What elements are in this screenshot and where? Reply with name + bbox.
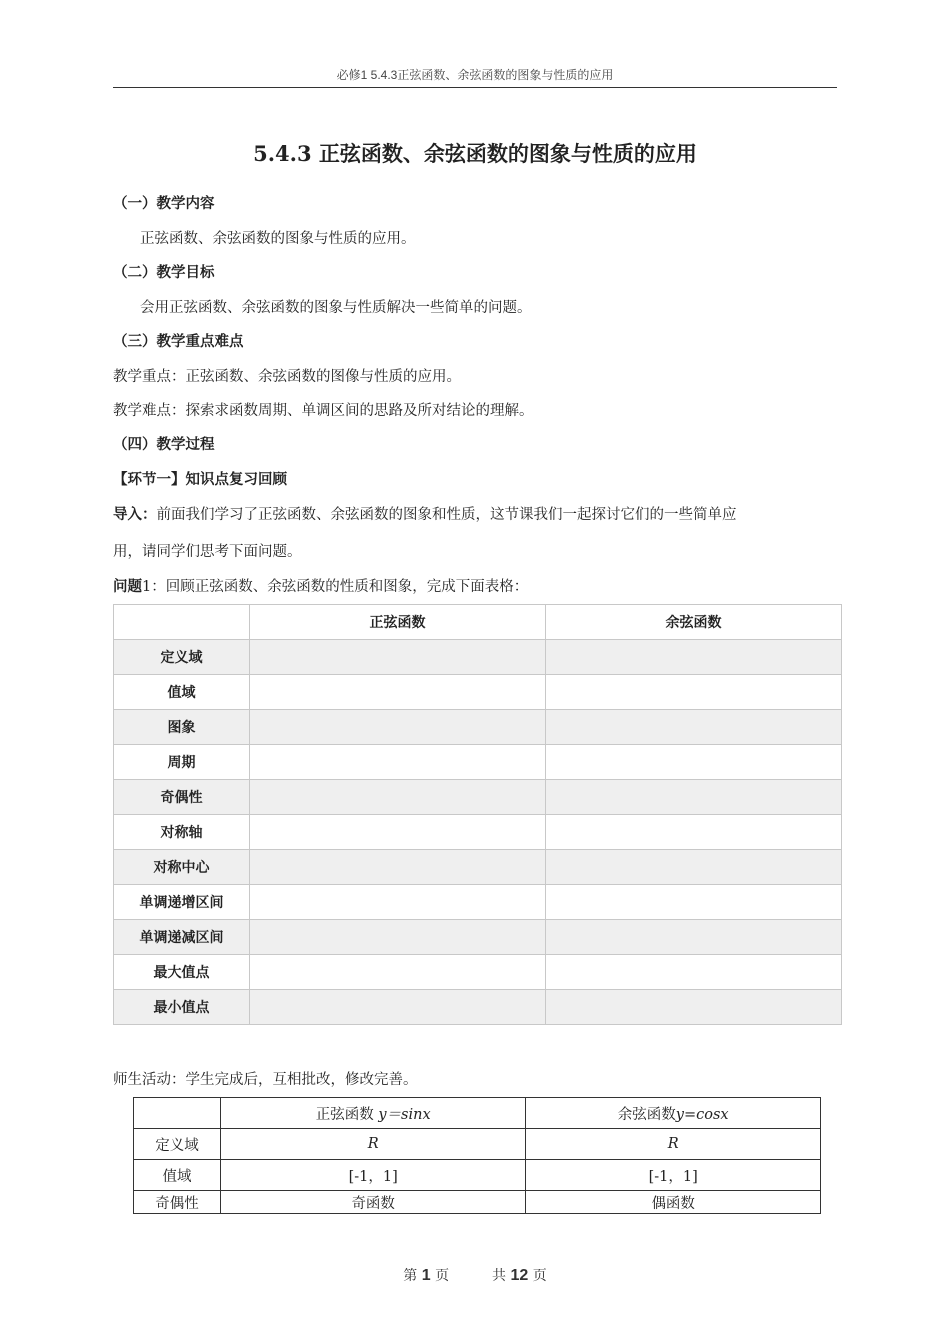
- table-row: [114, 745, 842, 780]
- row-label: 单调递减区间: [114, 920, 250, 955]
- intro-paragraph-line2: 用，请同学们思考下面问题。: [113, 544, 302, 560]
- answer-cell-sine[interactable]: [250, 675, 546, 710]
- answer-cell-cosine[interactable]: [546, 815, 842, 850]
- total-prefix: 共: [492, 1268, 506, 1284]
- answer-cell-cosine[interactable]: [546, 710, 842, 745]
- question-1: [113, 575, 528, 596]
- section-heading-key-points: （三）教学重点难点: [113, 333, 244, 350]
- row-label: 周期: [114, 745, 250, 780]
- cosine-value: 偶函数: [526, 1191, 821, 1214]
- table-row: [114, 815, 842, 850]
- answer-cell-sine[interactable]: [250, 640, 546, 675]
- answer-header-sine: [221, 1098, 526, 1129]
- answer-cell-cosine[interactable]: [546, 850, 842, 885]
- answer-cell-cosine[interactable]: [546, 640, 842, 675]
- answer-cell-sine[interactable]: [250, 745, 546, 780]
- table-row: [114, 920, 842, 955]
- key-point-text: 教学重点：正弦函数、余弦函数的图像与性质的应用。: [113, 369, 461, 385]
- intro-label: 导入：: [113, 506, 157, 523]
- sine-formula: y＝sinx: [378, 1106, 431, 1123]
- cosine-value: [-1，1]: [526, 1160, 821, 1191]
- row-label: 最小值点: [114, 990, 250, 1025]
- answer-cell-cosine[interactable]: [546, 990, 842, 1025]
- table-row: [134, 1129, 821, 1160]
- answer-cell-sine[interactable]: [250, 710, 546, 745]
- page-footer: [0, 1265, 950, 1285]
- answer-table: [133, 1097, 821, 1214]
- page-title: 5.4.3 正弦函数、余弦函数的图象与性质的应用: [253, 141, 697, 166]
- answer-cell-cosine[interactable]: [546, 885, 842, 920]
- question-number: 1: [142, 579, 152, 595]
- row-label: 奇偶性: [114, 780, 250, 815]
- sine-value: 奇函数: [221, 1191, 526, 1214]
- row-label: 单调递增区间: [114, 885, 250, 920]
- answer-cell-cosine[interactable]: [546, 745, 842, 780]
- cosine-value: R: [526, 1129, 821, 1160]
- review-table-blank: [113, 604, 842, 1025]
- row-label: 定义域: [114, 640, 250, 675]
- difficulty-text: 教学难点：探索求函数周期、单调区间的思路及所对结论的理解。: [113, 403, 534, 419]
- section-text-goals: 会用正弦函数、余弦函数的图象与性质解决一些简单的问题。: [140, 300, 532, 316]
- page-prefix: 第: [403, 1268, 418, 1284]
- table-row: [134, 1191, 821, 1214]
- answer-header-cosine: [526, 1098, 821, 1129]
- answer-cell-sine[interactable]: [250, 885, 546, 920]
- answer-cell-sine[interactable]: [250, 815, 546, 850]
- section-heading-goals: （二）教学目标: [113, 264, 215, 281]
- section-heading-process: （四）教学过程: [113, 436, 215, 453]
- table-row: [114, 710, 842, 745]
- table-row: [114, 640, 842, 675]
- question-text: ：回顾正弦函数、余弦函数的性质和图象，完成下面表格：: [151, 579, 529, 595]
- section-heading-content: （一）教学内容: [113, 195, 215, 212]
- intro-text-1: 前面我们学习了正弦函数、余弦函数的图象和性质，这节课我们一起探讨它们的一些简单应: [156, 507, 737, 523]
- table-header-sine: 正弦函数: [250, 605, 546, 640]
- total-pages: 12: [510, 1267, 529, 1284]
- table-row: [114, 885, 842, 920]
- section-text-content: 正弦函数、余弦函数的图象与性质的应用。: [140, 231, 416, 247]
- table-row: [114, 850, 842, 885]
- row-label: 最大值点: [114, 955, 250, 990]
- sine-value: R: [221, 1129, 526, 1160]
- table-row: [114, 990, 842, 1025]
- answer-cell-sine[interactable]: [250, 780, 546, 815]
- sine-value: [-1，1]: [221, 1160, 526, 1191]
- row-label: 奇偶性: [134, 1191, 221, 1214]
- answer-cell-cosine[interactable]: [546, 955, 842, 990]
- table-header-cosine: 余弦函数: [546, 605, 842, 640]
- cosine-formula: y=cosx: [675, 1106, 729, 1123]
- answer-cell-sine[interactable]: [250, 990, 546, 1025]
- row-label: 对称轴: [114, 815, 250, 850]
- row-label: 值域: [114, 675, 250, 710]
- row-label: 图象: [114, 710, 250, 745]
- answer-cell-sine[interactable]: [250, 955, 546, 990]
- answer-cell-cosine[interactable]: [546, 675, 842, 710]
- answer-cell-cosine[interactable]: [546, 920, 842, 955]
- running-header: 必修1 5.4.3正弦函数、余弦函数的图象与性质的应用: [113, 66, 837, 88]
- intro-paragraph-line1: [113, 503, 737, 524]
- page-suffix: 页: [435, 1268, 450, 1284]
- table-row: [114, 675, 842, 710]
- table-row: [134, 1160, 821, 1191]
- answer-header-empty: [134, 1098, 221, 1129]
- total-suffix: 页: [532, 1268, 547, 1284]
- answer-cell-sine[interactable]: [250, 850, 546, 885]
- stage-one-heading: 【环节一】知识点复习回顾: [113, 471, 287, 488]
- row-label: 值域: [134, 1160, 221, 1191]
- cosine-header-label: 余弦函数: [617, 1106, 676, 1123]
- page-number: 1: [421, 1267, 431, 1284]
- table-header-empty: [114, 605, 250, 640]
- sine-header-label: 正弦函数: [315, 1106, 374, 1123]
- table-row: [114, 955, 842, 990]
- row-label: 对称中心: [114, 850, 250, 885]
- answer-cell-cosine[interactable]: [546, 780, 842, 815]
- table-row: [114, 780, 842, 815]
- activity-text: 师生活动：学生完成后，互相批改，修改完善。: [113, 1072, 418, 1088]
- answer-cell-sine[interactable]: [250, 920, 546, 955]
- question-label: 问题: [113, 578, 142, 595]
- row-label: 定义域: [134, 1129, 221, 1160]
